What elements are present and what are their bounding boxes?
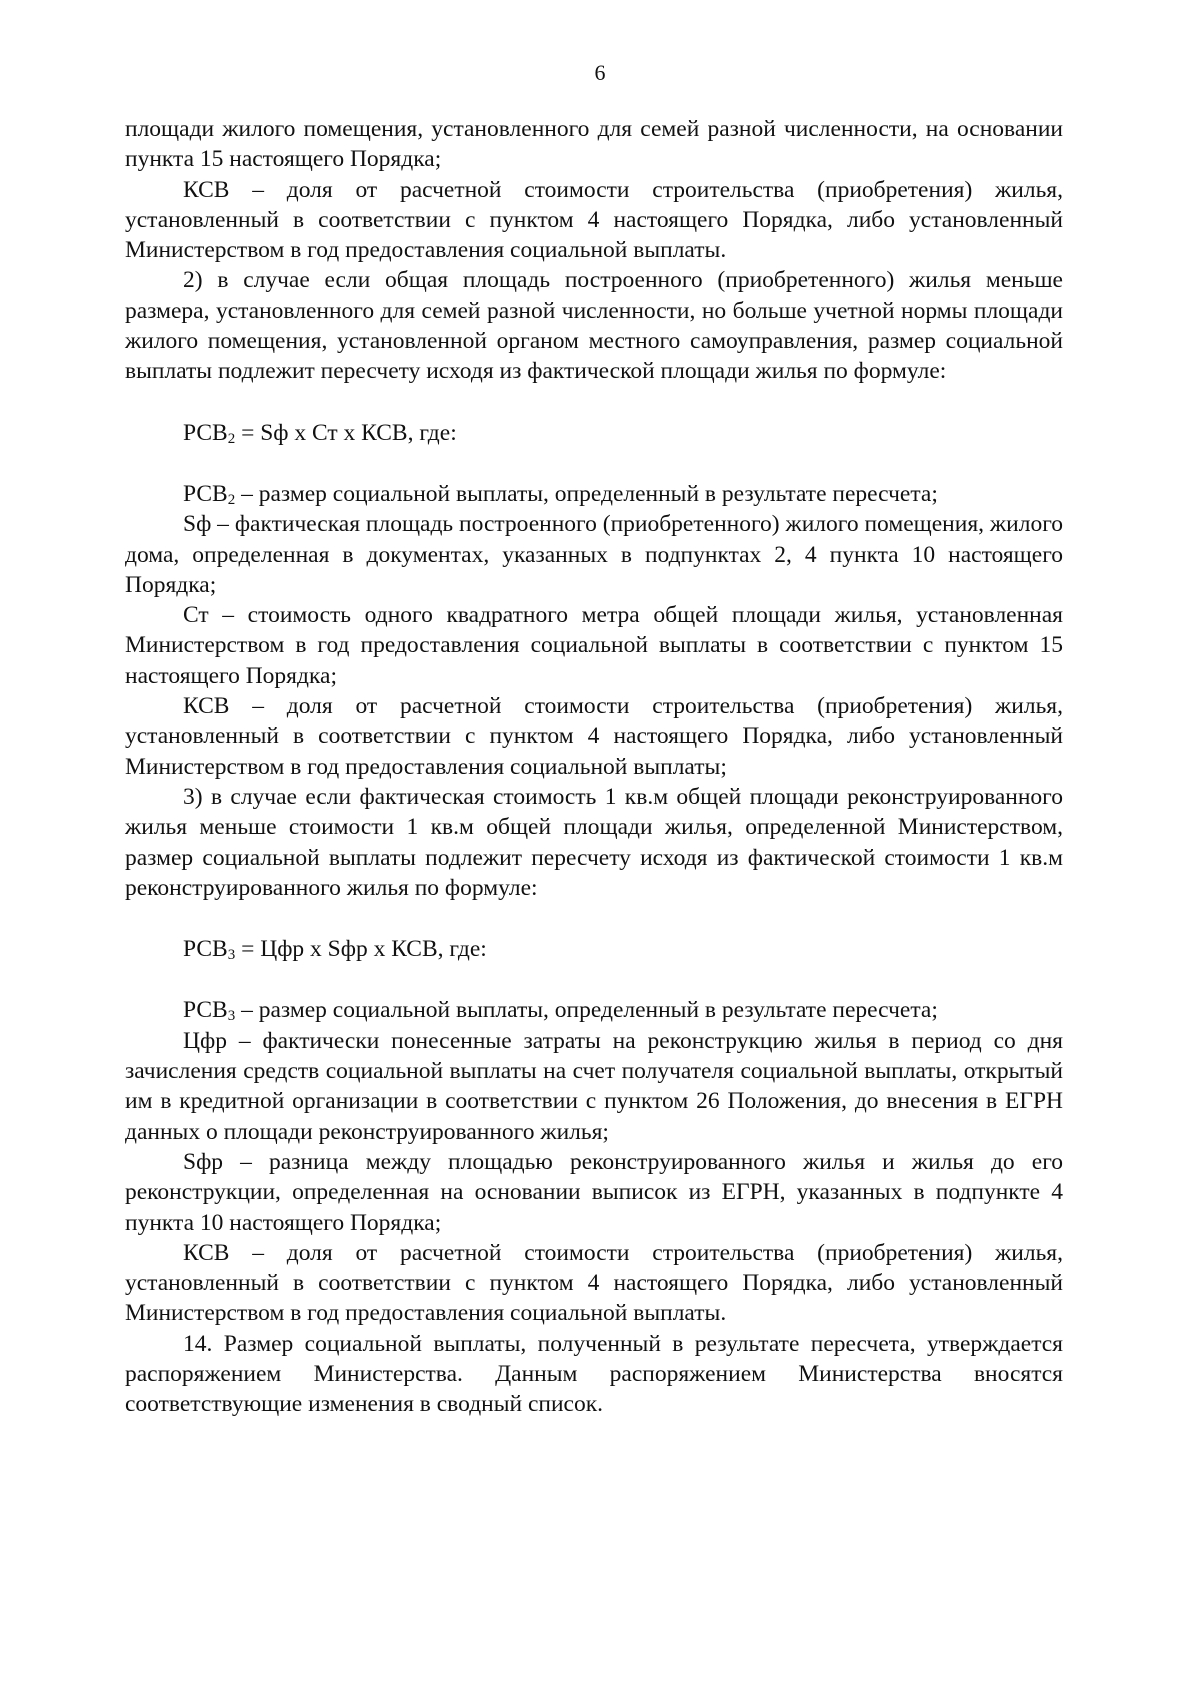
page-number: 6 bbox=[594, 60, 606, 85]
formula-rsv3 bbox=[125, 934, 1063, 964]
paragraph-case-2: 2) в случае если общая площадь построенного (приобретенного) жилья меньше размера, установленного для семей разной численности, но больше учетной нормы площади жилого помещения, установленной органом местного самоуправления, размер социальной выплаты подлежит пересчету исходя из фактической площади жилья по формуле: bbox=[125, 267, 1063, 385]
paragraph-continuation: площади жилого помещения, установленного для семей разной численности, на основании пункта 15 настоящего Порядка; bbox=[125, 116, 1063, 173]
document-body bbox=[125, 114, 1063, 1420]
formula-rsv3-symbol: РСВ bbox=[183, 936, 228, 963]
paragraph-ksv-definition-1: КСВ – доля от расчетной стоимости строительства (приобретения) жилья, установленный в соответствии с пунктом 4 настоящего Порядка, либо установленный Министерством в год предоставления социальной выплаты. bbox=[125, 176, 1063, 264]
formula-rsv2-symbol: РСВ bbox=[183, 419, 228, 446]
rsv3-subscript: 3 bbox=[227, 1008, 236, 1025]
formula-rsv2-subscript: 2 bbox=[227, 430, 236, 447]
formula-rsv2-expression: = Sф х Ст х КСВ, где: bbox=[235, 419, 457, 446]
rsv3-symbol: РСВ bbox=[183, 997, 228, 1024]
paragraph-ksv-definition-3: КСВ – доля от расчетной стоимости строительства (приобретения) жилья, установленный в соответствии с пунктом 4 настоящего Порядка, либо установленный Министерством в год предоставления социальной выплаты. bbox=[125, 1239, 1063, 1327]
paragraph-sfr-definition: Sфр – разница между площадью реконструированного жилья и жилья до его реконструкции, определенная на основании выписок из ЕГРН, указанных в подпункте 4 пункта 10 настоящего Порядка; bbox=[125, 1148, 1063, 1236]
paragraph-ksv-definition-2: КСВ – доля от расчетной стоимости строительства (приобретения) жилья, установленный в соответствии с пунктом 4 настоящего Порядка, либо установленный Министерством в год предоставления социальной выплаты; bbox=[125, 693, 1063, 780]
paragraph-st-definition: Ст – стоимость одного квадратного метра общей площади жилья, установленная Министерством в год предоставления социальной выплаты в соответствии с пунктом 15 настоящего Порядка; bbox=[125, 602, 1063, 689]
paragraph-cfr-definition: Цфр – фактически понесенные затраты на реконструкцию жилья в период со дня зачисления средств социальной выплаты на счет получателя социальной выплаты, открытый им в кредитной организации в соответствии с пунктом 26 Положения, до внесения в ЕГРН данных о площади реконструированного жилья; bbox=[125, 1027, 1063, 1145]
rsv2-symbol: РСВ bbox=[183, 480, 228, 507]
paragraph-case-3: 3) в случае если фактическая стоимость 1 кв.м общей площади реконструированного жилья меньше стоимости 1 кв.м общей площади жилья, определенной Министерством, размер социальной выплаты подлежит пересчету исходя из фактической стоимости 1 кв.м реконструированного жилья по формуле: bbox=[125, 783, 1063, 901]
paragraph-rsv2-definition bbox=[125, 479, 1063, 509]
formula-rsv3-subscript: 3 bbox=[227, 947, 236, 964]
paragraph-rsv3-definition bbox=[125, 995, 1063, 1025]
formula-rsv2 bbox=[125, 418, 1063, 448]
paragraph-sf-definition: Sф – фактическая площадь построенного (приобретенного) жилого помещения, жилого дома, определенная в документах, указанных в подпунктах 2, 4 пункта 10 настоящего Порядка; bbox=[125, 511, 1063, 598]
formula-rsv3-expression: = Цфр х Sфр х КСВ, где: bbox=[235, 936, 487, 963]
paragraph-item-14: 14. Размер социальной выплаты, полученный в результате пересчета, утверждается распоряжением Министерства. Данным распоряжением Министерства вносятся соответствующие изменения в сводный список. bbox=[125, 1330, 1063, 1418]
rsv3-text: – размер социальной выплаты, определенный в результате пересчета; bbox=[235, 997, 938, 1024]
rsv2-subscript: 2 bbox=[227, 491, 236, 508]
rsv2-text: – размер социальной выплаты, определенный в результате пересчета; bbox=[235, 480, 938, 507]
